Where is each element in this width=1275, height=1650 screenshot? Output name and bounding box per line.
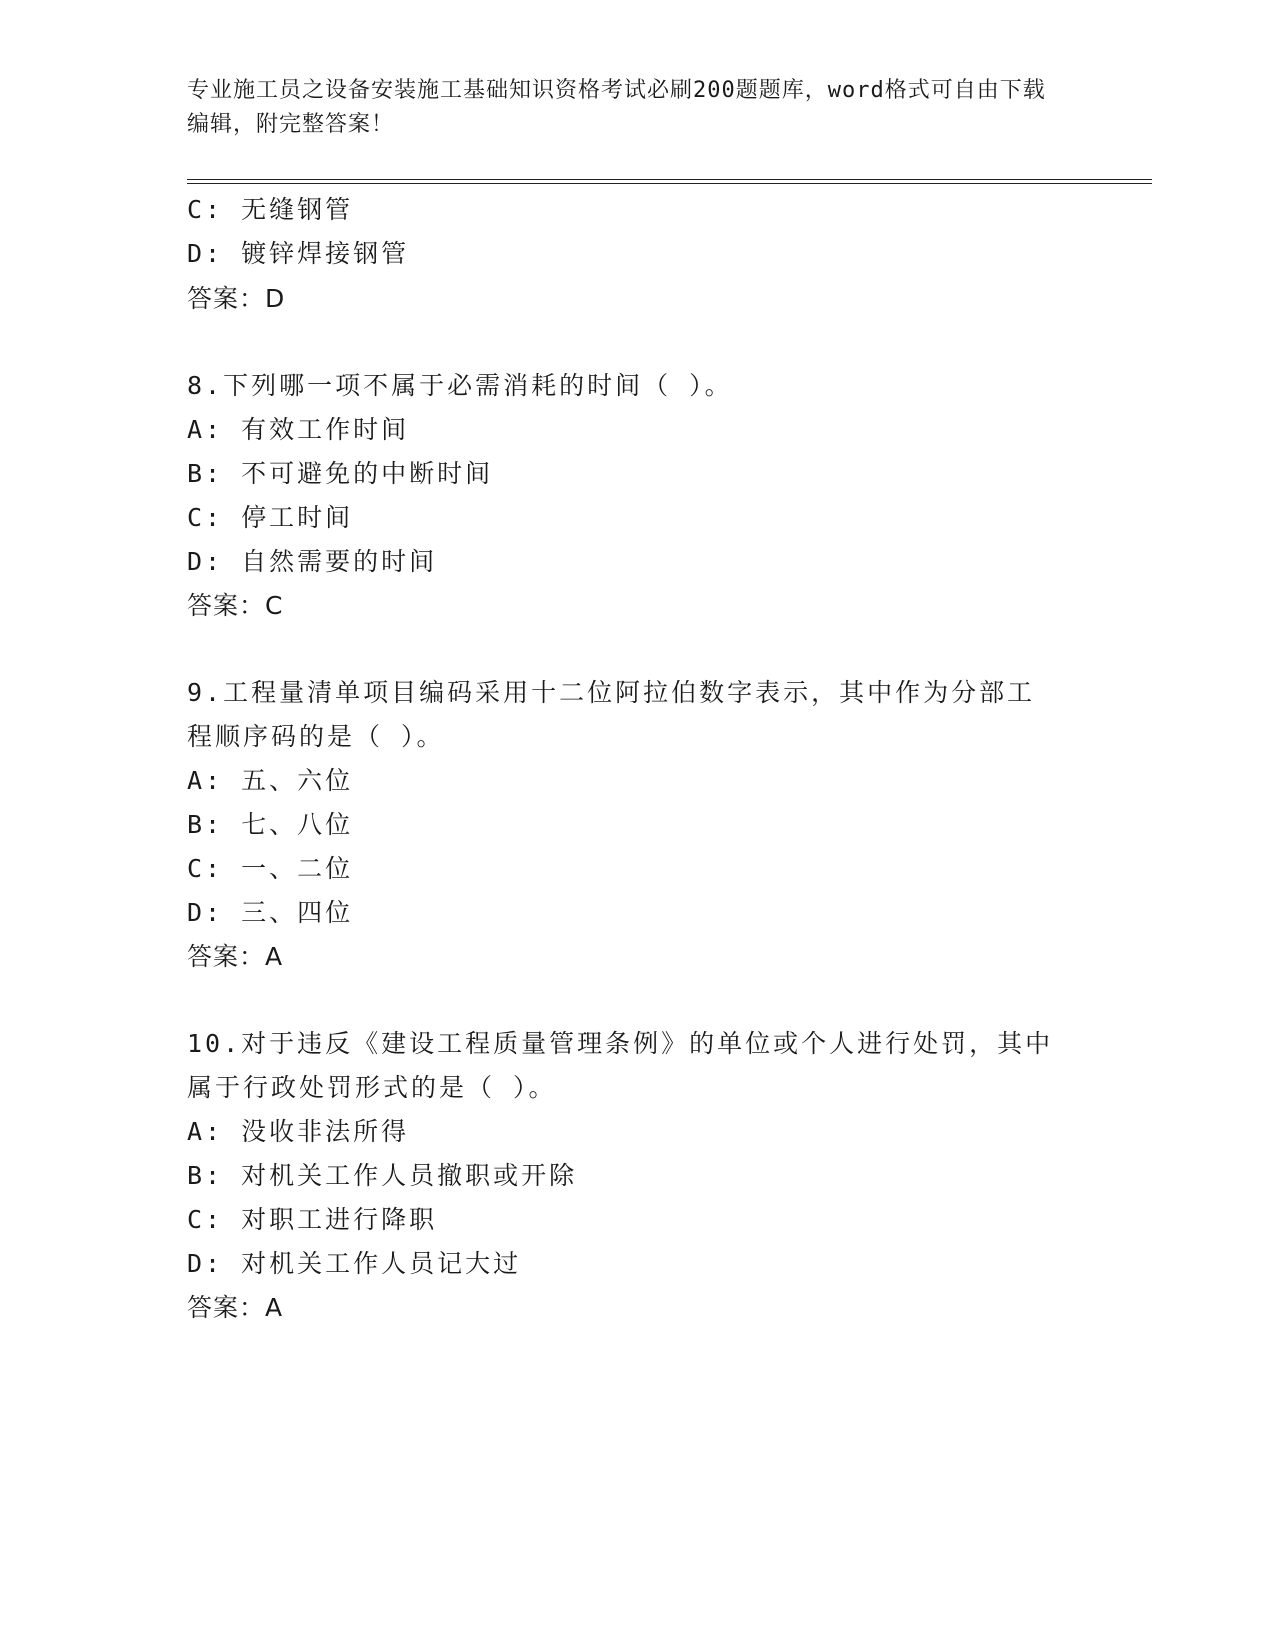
- question-9-option-a: A: 五、六位: [187, 766, 354, 795]
- question-10-answer: 答案：A: [187, 1293, 284, 1322]
- question-10-stem-line-2: 属于行政处罚形式的是（ ）。: [187, 1073, 557, 1102]
- question-8-option-d: D: 自然需要的时间: [187, 547, 438, 576]
- question-9-option-d: D: 三、四位: [187, 898, 354, 927]
- question-10-option-d: D: 对机关工作人员记大过: [187, 1249, 522, 1278]
- question-9-stem-line-1: 9.工程量清单项目编码采用十二位阿拉伯数字表示，其中作为分部工: [187, 678, 1036, 707]
- question-9-stem-line-2: 程顺序码的是（ ）。: [187, 722, 445, 751]
- question-9-option-b: B: 七、八位: [187, 810, 354, 839]
- header-divider-bottom: [187, 183, 1152, 184]
- question-10-stem-line-1: 10.对于违反《建设工程质量管理条例》的单位或个人进行处罚，其中: [187, 1029, 1054, 1058]
- document-header: 专业施工员之设备安装施工基础知识资格考试必刷200题题库，word格式可自由下载编辑，附完整答案！: [187, 78, 1046, 137]
- question-9-option-c: C: 一、二位: [187, 854, 354, 883]
- question-8-stem: 8.下列哪一项不属于必需消耗的时间（ ）。: [187, 371, 733, 400]
- question-8-answer: 答案：C: [187, 591, 284, 620]
- answer-line: 答案：D: [187, 284, 286, 313]
- question-10-option-a: A: 没收非法所得: [187, 1117, 410, 1146]
- header-divider-top: [187, 179, 1152, 180]
- question-8-option-c: C: 停工时间: [187, 503, 354, 532]
- question-8-option-b: B: 不可避免的中断时间: [187, 459, 494, 488]
- question-9-answer: 答案：A: [187, 942, 284, 971]
- option-d: D: 镀锌焊接钢管: [187, 239, 410, 268]
- question-10-option-c: C: 对职工进行降职: [187, 1205, 438, 1234]
- question-10-option-b: B: 对机关工作人员撤职或开除: [187, 1161, 578, 1190]
- question-8-option-a: A: 有效工作时间: [187, 415, 410, 444]
- option-c: C: 无缝钢管: [187, 195, 354, 224]
